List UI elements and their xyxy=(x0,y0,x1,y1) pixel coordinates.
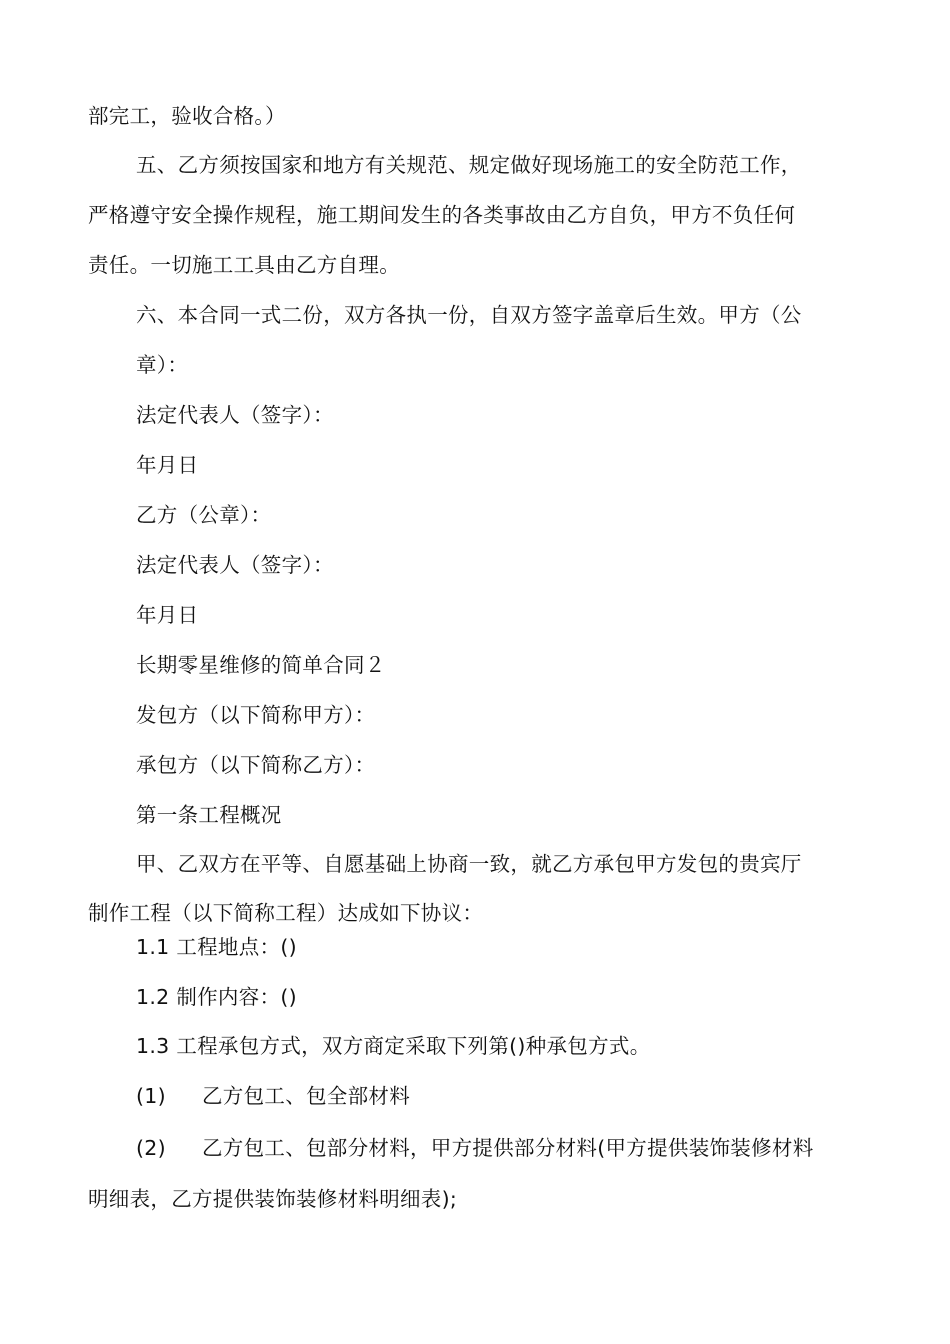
date-line-party-b: 年月日 xyxy=(136,603,199,627)
text-line: 严格遵守安全操作规程，施工期间发生的各类事故由乙方自负，甲方不负任何 xyxy=(88,203,796,227)
clause-1-1: 1.1 工程地点：() xyxy=(136,935,297,959)
text-line: 责任。一切施工工具由乙方自理。 xyxy=(88,253,400,277)
article-heading: 第一条工程概况 xyxy=(136,803,282,827)
text-line: 部完工，验收合格。） xyxy=(88,104,286,128)
date-line-party-a: 年月日 xyxy=(136,453,199,477)
text-line: 章）： xyxy=(136,353,189,377)
employer-line: 发包方（以下简称甲方）： xyxy=(136,703,376,727)
option-item-2 xyxy=(136,1133,814,1163)
clause-1-3: 1.3 工程承包方式，双方商定采取下列第()种承包方式。 xyxy=(136,1034,651,1058)
signature-line-party-a-representative: 法定代表人（签字）： xyxy=(136,403,334,427)
option-number: (1) xyxy=(136,1084,166,1108)
paragraph-agreement: 甲、乙双方在平等、自愿基础上协商一致，就乙方承包甲方发包的贵宾厅 xyxy=(136,852,802,876)
text-line: 制作工程（以下简称工程）达成如下协议： xyxy=(88,901,484,925)
contract-title: 长期零星维修的简单合同２ xyxy=(136,653,386,677)
clause-1-2: 1.2 制作内容：() xyxy=(136,985,297,1009)
signature-line-party-b-representative: 法定代表人（签字）： xyxy=(136,553,334,577)
option-item-1 xyxy=(136,1081,410,1111)
option-number: (2) xyxy=(136,1136,166,1160)
option-text: 乙方包工、包部分材料，甲方提供部分材料(甲方提供装饰装修材料 xyxy=(202,1136,814,1160)
paragraph-clause-6: 六、本合同一式二份，双方各执一份，自双方签字盖章后生效。甲方（公 xyxy=(136,303,802,327)
text-line: 明细表，乙方提供装饰装修材料明细表); xyxy=(88,1187,458,1211)
option-text: 乙方包工、包全部材料 xyxy=(202,1084,410,1108)
seal-line-party-b: 乙方（公章）： xyxy=(136,503,272,527)
contractor-line: 承包方（以下简称乙方）： xyxy=(136,753,376,777)
paragraph-clause-5: 五、乙方须按国家和地方有关规范、规定做好现场施工的安全防范工作， xyxy=(136,153,802,177)
